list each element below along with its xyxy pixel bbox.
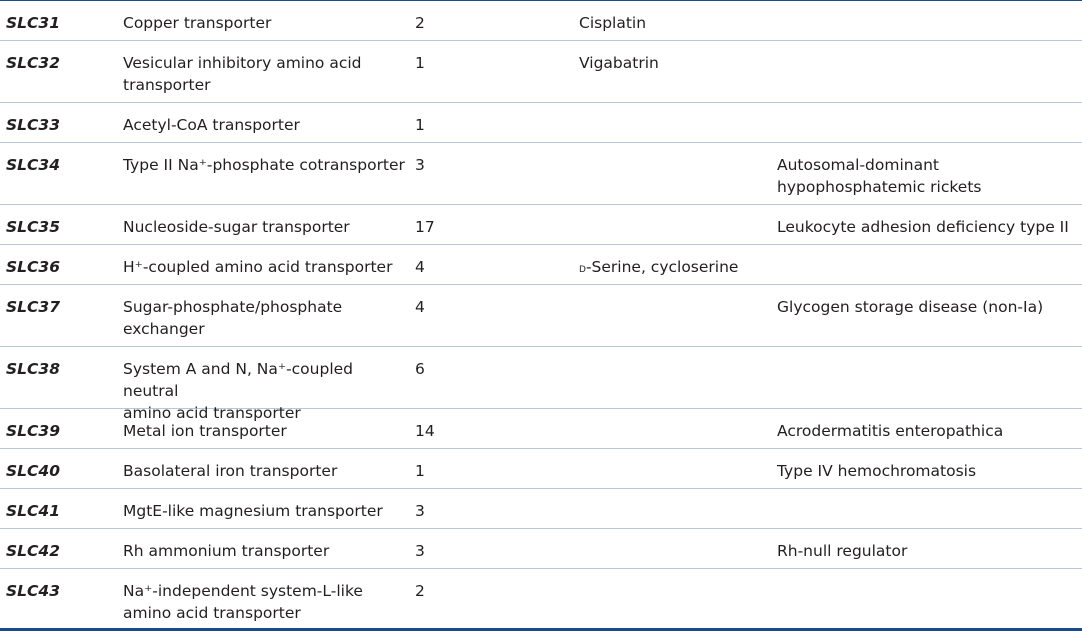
- gene-symbol: SLC41: [6, 502, 60, 520]
- drug-substrates-text: -Serine, cycloserine: [585, 258, 739, 276]
- gene-symbol: SLC35: [6, 218, 60, 236]
- associated-disease: Type IV hemochromatosis: [777, 462, 977, 480]
- table-row: [0, 1, 1082, 41]
- table-row: [0, 449, 1082, 489]
- table-row: [0, 569, 1082, 631]
- transporter-description: System A and N, Na⁺-coupled neutral amino acid transporter: [123, 360, 354, 422]
- transporter-description: Type II Na⁺-phosphate cotransporter: [123, 156, 405, 174]
- transporter-description: Vesicular inhibitory amino acid transporter: [123, 54, 362, 94]
- stereo-prefix: d: [579, 261, 586, 276]
- gene-symbol: SLC38: [6, 360, 60, 378]
- member-count: 4: [415, 298, 425, 316]
- table-row: [0, 489, 1082, 529]
- table-row: [0, 143, 1082, 205]
- transporter-description: Basolateral iron transporter: [123, 462, 338, 480]
- member-count: 4: [415, 258, 425, 276]
- associated-disease: Autosomal-dominant hypophosphatemic rickets: [777, 156, 982, 196]
- member-count: 1: [415, 54, 425, 72]
- associated-disease: Glycogen storage disease (non-Ia): [777, 298, 1044, 316]
- drug-substrates: Cisplatin: [579, 14, 647, 32]
- transporter-description: Sugar-phosphate/phosphate exchanger: [123, 298, 343, 338]
- member-count: 3: [415, 156, 425, 174]
- member-count: 1: [415, 116, 425, 134]
- table-row: [0, 41, 1082, 103]
- member-count: 3: [415, 502, 425, 520]
- transporter-description: Metal ion transporter: [123, 422, 287, 440]
- associated-disease: Leukocyte adhesion deficiency type II: [777, 218, 1069, 236]
- gene-symbol: SLC31: [6, 14, 60, 32]
- transporter-description: Copper transporter: [123, 14, 272, 32]
- gene-symbol: SLC34: [6, 156, 60, 174]
- transporter-description: Acetyl-CoA transporter: [123, 116, 300, 134]
- drug-substrates: [579, 256, 738, 280]
- table-row: [0, 103, 1082, 143]
- gene-symbol: SLC40: [6, 462, 60, 480]
- member-count: 1: [415, 462, 425, 480]
- member-count: 14: [415, 422, 435, 440]
- transporter-description: H⁺-coupled amino acid transporter: [123, 258, 393, 276]
- member-count: 2: [415, 582, 425, 600]
- transporter-description: Na⁺-independent system-L-like amino acid transporter: [123, 582, 363, 622]
- drug-substrates: Vigabatrin: [579, 54, 659, 72]
- associated-disease: Acrodermatitis enteropathica: [777, 422, 1004, 440]
- gene-symbol: SLC32: [6, 54, 60, 72]
- member-count: 6: [415, 360, 425, 378]
- table-row: [0, 205, 1082, 245]
- transporter-description: MgtE-like magnesium transporter: [123, 502, 383, 520]
- member-count: 17: [415, 218, 435, 236]
- gene-symbol: SLC33: [6, 116, 60, 134]
- table-row: [0, 285, 1082, 347]
- table-row: [0, 529, 1082, 569]
- table-row: [0, 347, 1082, 422]
- transporter-description: Nucleoside-sugar transporter: [123, 218, 350, 236]
- table-row: [0, 409, 1082, 449]
- associated-disease: Rh-null regulator: [777, 542, 908, 560]
- gene-symbol: SLC37: [6, 298, 60, 316]
- gene-symbol: SLC36: [6, 258, 60, 276]
- member-count: 3: [415, 542, 425, 560]
- table-row: [0, 245, 1082, 285]
- transporter-description: Rh ammonium transporter: [123, 542, 330, 560]
- gene-symbol: SLC42: [6, 542, 60, 560]
- member-count: 2: [415, 14, 425, 32]
- gene-symbol: SLC39: [6, 422, 60, 440]
- gene-symbol: SLC43: [6, 582, 60, 600]
